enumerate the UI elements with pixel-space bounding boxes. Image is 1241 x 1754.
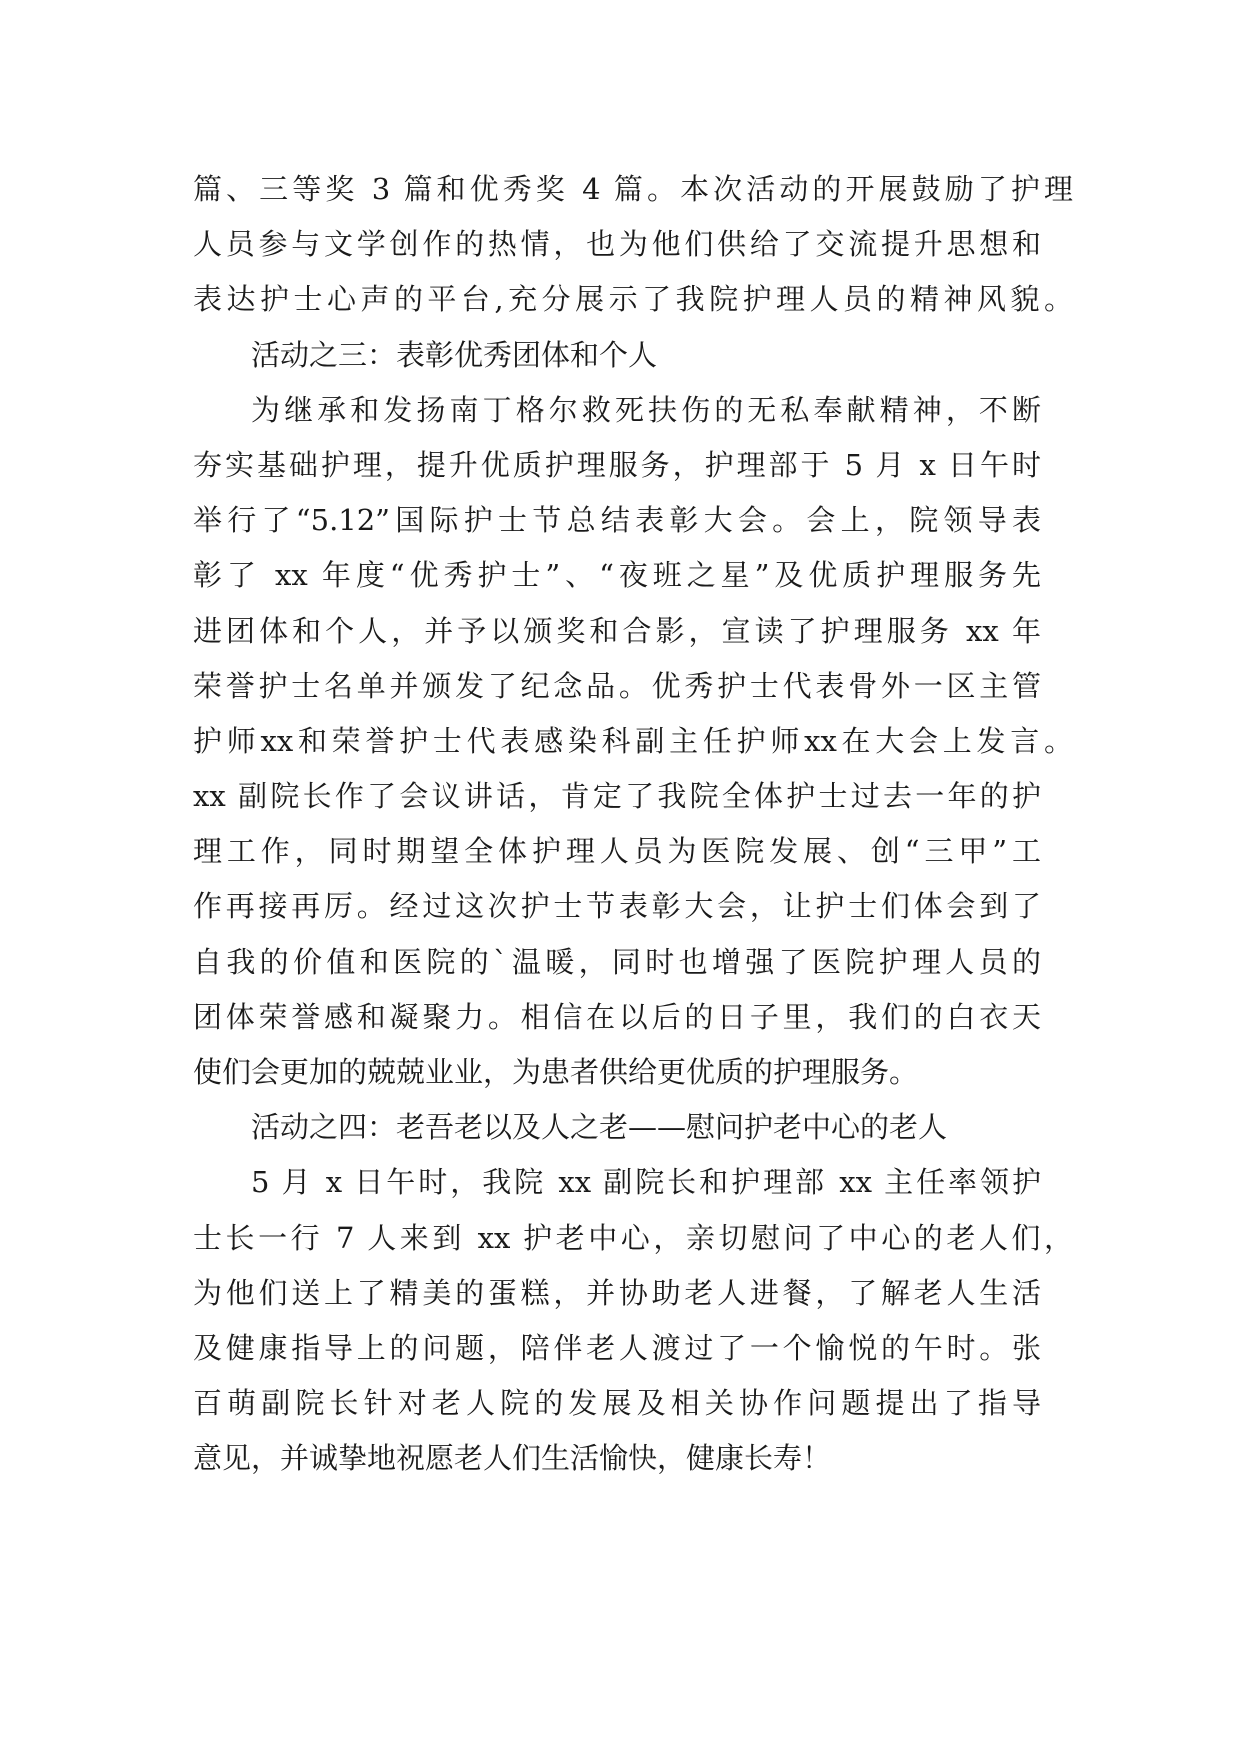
text-line: 护师xx和荣誉护士代表感染科副主任护师xx在大会上发言。 bbox=[193, 723, 1073, 758]
text-line: xx 副院长作了会议讲话，肯定了我院全体护士过去一年的护 bbox=[193, 779, 1041, 814]
text-line: 举行了“5.12”国际护士节总结表彰大会。会上，院领导表 bbox=[193, 503, 1041, 538]
text-line: 人员参与文学创作的热情，也为他们供给了交流提升思想和 bbox=[193, 227, 1041, 262]
text-line: 彰了 xx 年度“优秀护士”、“夜班之星”及优质护理服务先 bbox=[193, 558, 1041, 593]
text-line: 表达护士心声的平台,充分展示了我院护理人员的精神风貌。 bbox=[193, 282, 1073, 317]
document-body bbox=[193, 162, 1073, 1487]
text-line: 自我的价值和医院的`温暖，同时也增强了医院护理人员的 bbox=[193, 944, 1041, 979]
text-line: 夯实基础护理，提升优质护理服务，护理部于 5 月 x 日午时 bbox=[193, 447, 1041, 482]
text-line: 理工作，同时期望全体护理人员为医院发展、创“三甲”工 bbox=[193, 834, 1041, 869]
text-line: 5 月 x 日午时，我院 xx 副院长和护理部 xx 主任率领护 bbox=[251, 1165, 1041, 1200]
text-line: 为继承和发扬南丁格尔救死扶伤的无私奉献精神，不断 bbox=[251, 392, 1041, 427]
text-line: 士长一行 7 人来到 xx 护老中心，亲切慰问了中心的老人们， bbox=[193, 1220, 1073, 1255]
section-heading: 活动之三：表彰优秀团体和个人 bbox=[251, 337, 658, 372]
text-line: 及健康指导上的问题，陪伴老人渡过了一个愉悦的午时。张 bbox=[193, 1330, 1041, 1365]
text-line: 进团体和个人，并予以颁奖和合影，宣读了护理服务 xx 年 bbox=[193, 613, 1041, 648]
text-line: 百萌副院长针对老人院的发展及相关协作问题提出了指导 bbox=[193, 1386, 1041, 1421]
text-line: 团体荣誉感和凝聚力。相信在以后的日子里，我们的白衣天 bbox=[193, 999, 1041, 1034]
section-heading: 活动之四：老吾老以及人之老——慰问护老中心的老人 bbox=[251, 1110, 948, 1145]
text-line: 作再接再厉。经过这次护士节表彰大会，让护士们体会到了 bbox=[193, 889, 1041, 924]
text-line: 为他们送上了精美的蛋糕，并协助老人进餐，了解老人生活 bbox=[193, 1275, 1041, 1310]
text-line: 使们会更加的兢兢业业，为患者供给更优质的护理服务。 bbox=[193, 1055, 919, 1089]
text-line: 荣誉护士名单并颁发了纪念品。优秀护士代表骨外一区主管 bbox=[193, 668, 1041, 703]
text-line: 意见，并诚挚地祝愿老人们生活愉快，健康长寿！ bbox=[193, 1441, 832, 1476]
text-line: 篇、三等奖 3 篇和优秀奖 4 篇。本次活动的开展鼓励了护理 bbox=[193, 172, 1073, 206]
